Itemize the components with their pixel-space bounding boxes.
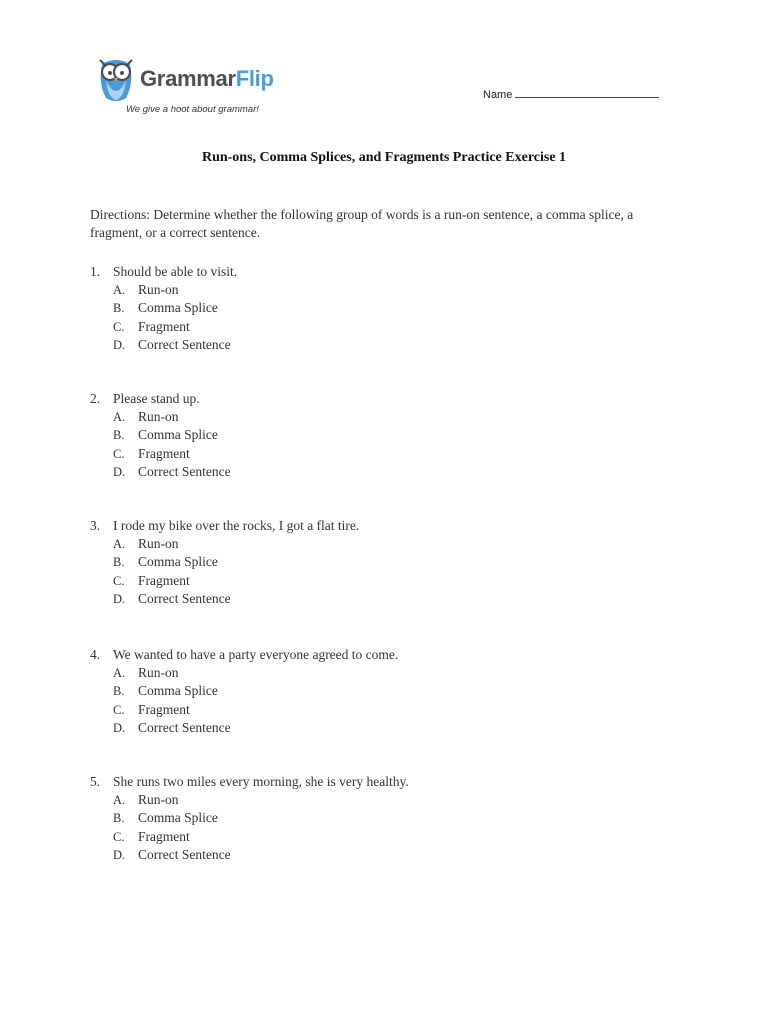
answer-option bbox=[90, 535, 359, 553]
option-letter: C. bbox=[113, 829, 125, 844]
question-text: Should be able to visit. bbox=[113, 264, 238, 279]
question-number: 3. bbox=[90, 518, 101, 533]
option-label: Comma Splice bbox=[138, 810, 218, 826]
answer-option bbox=[90, 281, 237, 299]
worksheet-title: Run-ons, Comma Splices, and Fragments Practice Exercise 1 bbox=[201, 150, 567, 165]
option-label: Correct Sentence bbox=[138, 719, 231, 735]
answer-option bbox=[90, 445, 231, 463]
option-letter: D. bbox=[113, 847, 126, 862]
answer-option bbox=[90, 463, 231, 481]
name-blank-line bbox=[515, 86, 659, 98]
question-stem bbox=[90, 646, 398, 664]
question-number: 1. bbox=[90, 264, 101, 279]
answer-option bbox=[90, 426, 231, 444]
question-number: 2. bbox=[90, 391, 101, 406]
option-label: Fragment bbox=[138, 445, 190, 461]
question-number: 4. bbox=[90, 647, 101, 662]
name-field bbox=[483, 86, 659, 101]
option-label: Run-on bbox=[138, 409, 179, 424]
option-letter: D. bbox=[113, 720, 126, 735]
question-text: She runs two miles every morning, she is very healthy. bbox=[113, 774, 409, 789]
answer-option bbox=[90, 682, 398, 700]
question-number: 5. bbox=[90, 774, 101, 789]
option-letter: B. bbox=[113, 301, 125, 316]
option-label: Run-on bbox=[138, 665, 179, 680]
owl-icon bbox=[96, 54, 136, 104]
option-letter: D. bbox=[113, 464, 126, 479]
answer-option bbox=[90, 791, 409, 809]
answer-option bbox=[90, 299, 237, 317]
option-label: Run-on bbox=[138, 282, 179, 297]
question-stem bbox=[90, 517, 359, 535]
question-stem bbox=[90, 390, 231, 408]
option-label: Comma Splice bbox=[138, 683, 218, 699]
option-letter: B. bbox=[113, 555, 125, 570]
option-label: Comma Splice bbox=[138, 554, 218, 570]
answer-option bbox=[90, 828, 409, 846]
option-letter: B. bbox=[113, 428, 125, 443]
option-letter: D. bbox=[113, 337, 126, 352]
question-text: We wanted to have a party everyone agreed to come. bbox=[113, 647, 399, 662]
directions-text: Directions: Determine whether the following group of words is a run-on sentence, a comma splice, a fragment, or a correct sentence. bbox=[90, 207, 634, 240]
option-label: Correct Sentence bbox=[138, 846, 231, 862]
option-label: Run-on bbox=[138, 536, 179, 551]
logo-word-grammar: Grammar bbox=[140, 66, 236, 91]
logo-tagline: We give a hoot about grammar! bbox=[126, 104, 259, 115]
option-letter: A. bbox=[113, 537, 126, 551]
option-letter: A. bbox=[113, 410, 126, 424]
option-letter: D. bbox=[113, 591, 126, 606]
option-letter: A. bbox=[113, 283, 126, 297]
option-letter: B. bbox=[113, 811, 125, 826]
question-item bbox=[90, 390, 231, 481]
option-label: Comma Splice bbox=[138, 300, 218, 316]
logo-word-flip: Flip bbox=[235, 66, 274, 91]
question-stem bbox=[90, 263, 237, 281]
option-label: Correct Sentence bbox=[138, 463, 231, 479]
option-label: Fragment bbox=[138, 572, 190, 588]
answer-option bbox=[90, 336, 237, 354]
option-label: Comma Splice bbox=[138, 427, 218, 443]
option-label: Fragment bbox=[138, 828, 190, 844]
answer-option bbox=[90, 408, 231, 426]
answer-option bbox=[90, 572, 359, 590]
option-label: Correct Sentence bbox=[138, 336, 231, 352]
option-label: Fragment bbox=[138, 701, 190, 717]
grammarflip-logo bbox=[96, 54, 296, 118]
answer-option bbox=[90, 553, 359, 571]
answer-option bbox=[90, 701, 398, 719]
option-letter: C. bbox=[113, 702, 125, 717]
name-label: Name bbox=[483, 89, 513, 101]
question-text: Please stand up. bbox=[113, 391, 200, 406]
answer-option bbox=[90, 590, 359, 608]
option-letter: A. bbox=[113, 666, 126, 680]
question-stem bbox=[90, 773, 409, 791]
option-letter: C. bbox=[113, 319, 125, 334]
question-item bbox=[90, 263, 237, 354]
option-letter: C. bbox=[113, 446, 125, 461]
answer-option bbox=[90, 846, 409, 864]
option-letter: A. bbox=[113, 793, 126, 807]
answer-option bbox=[90, 719, 398, 737]
question-item bbox=[90, 517, 359, 608]
option-label: Fragment bbox=[138, 318, 190, 334]
option-label: Correct Sentence bbox=[138, 590, 231, 606]
answer-option bbox=[90, 809, 409, 827]
logo-wordmark bbox=[140, 66, 274, 92]
option-letter: B. bbox=[113, 684, 125, 699]
option-label: Run-on bbox=[138, 792, 179, 807]
answer-option bbox=[90, 664, 398, 682]
question-item bbox=[90, 646, 398, 737]
question-text: I rode my bike over the rocks, I got a flat tire. bbox=[113, 518, 360, 533]
question-item bbox=[90, 773, 409, 864]
answer-option bbox=[90, 318, 237, 336]
option-letter: C. bbox=[113, 573, 125, 588]
